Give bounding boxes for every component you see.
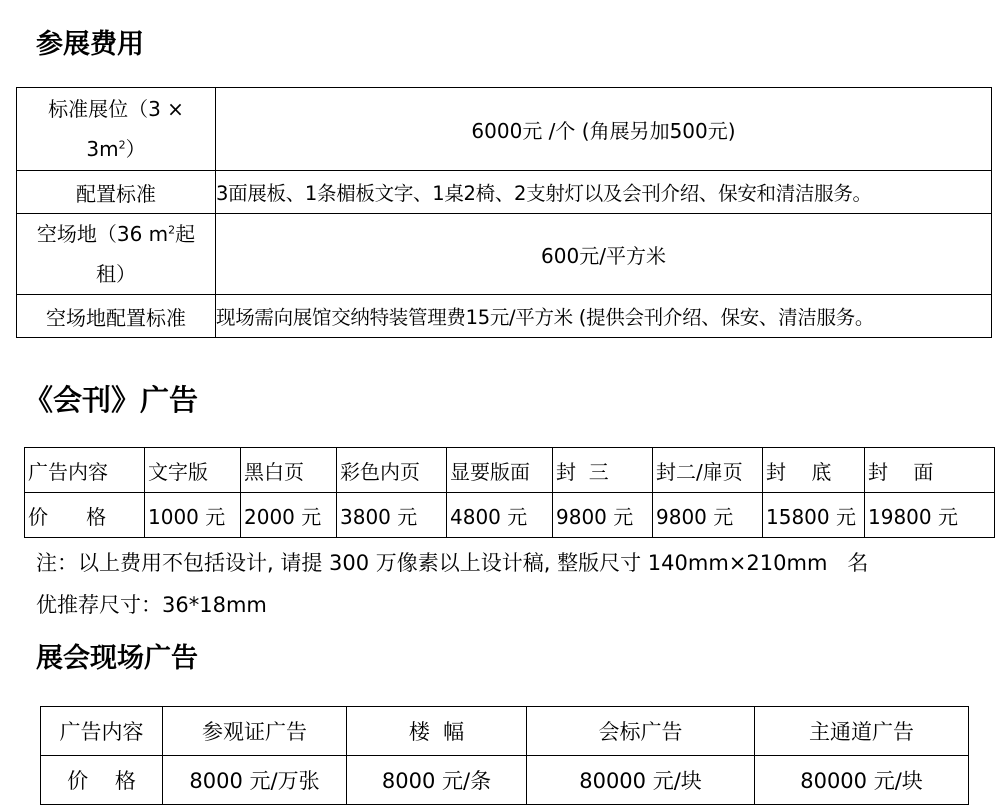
table-cell: 3800 元	[337, 493, 447, 538]
table-cell: 4800 元	[447, 493, 553, 538]
table-row	[25, 493, 995, 538]
table-cell: 价 格	[41, 756, 163, 805]
table-cell: 15800 元	[763, 493, 865, 538]
table-cell: 9800 元	[553, 493, 653, 538]
table-row	[25, 448, 995, 493]
catalog-note-line2: 优推荐尺寸：36*18mm	[36, 593, 267, 617]
table-row	[41, 756, 969, 805]
table-row	[41, 707, 969, 756]
table-header-cell: 会标广告	[527, 707, 755, 756]
table-header-cell: 参观证广告	[163, 707, 347, 756]
table-header-cell: 广告内容	[25, 448, 145, 493]
table-header-cell: 黑白页	[241, 448, 337, 493]
table-header-cell: 封 面	[865, 448, 995, 493]
table-header-cell: 封 底	[763, 448, 865, 493]
section-title-fees: 参展费用	[36, 29, 144, 60]
table-cell: 80000 元/块	[755, 756, 969, 805]
table-cell: 8000 元/条	[347, 756, 527, 805]
onsite-ads-table	[40, 706, 969, 805]
table-row	[17, 171, 992, 214]
fee-value: 3面展板、1条楣板文字、1桌2椅、2支射灯以及会刊介绍、保安和清洁服务。	[216, 171, 992, 214]
table-header-cell: 封 三	[553, 448, 653, 493]
table-cell: 价 格	[25, 493, 145, 538]
table-cell: 8000 元/万张	[163, 756, 347, 805]
fee-value: 6000元 /个 (角展另加500元)	[216, 88, 992, 171]
table-row	[17, 295, 992, 338]
table-row	[17, 88, 992, 171]
fee-label: 空场地配置标准	[17, 295, 216, 338]
fees-table	[16, 87, 992, 338]
catalog-note-line1: 注：以上费用不包括设计, 请提 300 万像素以上设计稿, 整版尺寸 140mm×210mm 名	[36, 551, 869, 575]
table-cell: 1000 元	[145, 493, 241, 538]
table-header-cell: 广告内容	[41, 707, 163, 756]
fee-value: 600元/平方米	[216, 214, 992, 295]
fee-label: 配置标准	[17, 171, 216, 214]
table-cell: 80000 元/块	[527, 756, 755, 805]
table-header-cell: 彩色内页	[337, 448, 447, 493]
table-cell: 19800 元	[865, 493, 995, 538]
section-title-catalog-ads: 《会刊》广告	[24, 383, 199, 417]
table-row	[17, 214, 992, 295]
fee-label: 空场地（36 $m^2$起 租）	[17, 214, 216, 295]
table-header-cell: 显要版面	[447, 448, 553, 493]
table-header-cell: 文字版	[145, 448, 241, 493]
fee-value: 现场需向展馆交纳特装管理费15元/平方米 (提供会刊介绍、保安、清洁服务。	[216, 295, 992, 338]
table-header-cell: 楼 幅	[347, 707, 527, 756]
table-cell: 9800 元	[653, 493, 763, 538]
table-header-cell: 封二/扉页	[653, 448, 763, 493]
fee-label: 标准展位（3 × $3m^2$）	[17, 88, 216, 171]
section-title-onsite-ads: 展会现场广告	[36, 643, 198, 674]
table-cell: 2000 元	[241, 493, 337, 538]
catalog-ads-table	[24, 447, 995, 538]
table-header-cell: 主通道广告	[755, 707, 969, 756]
